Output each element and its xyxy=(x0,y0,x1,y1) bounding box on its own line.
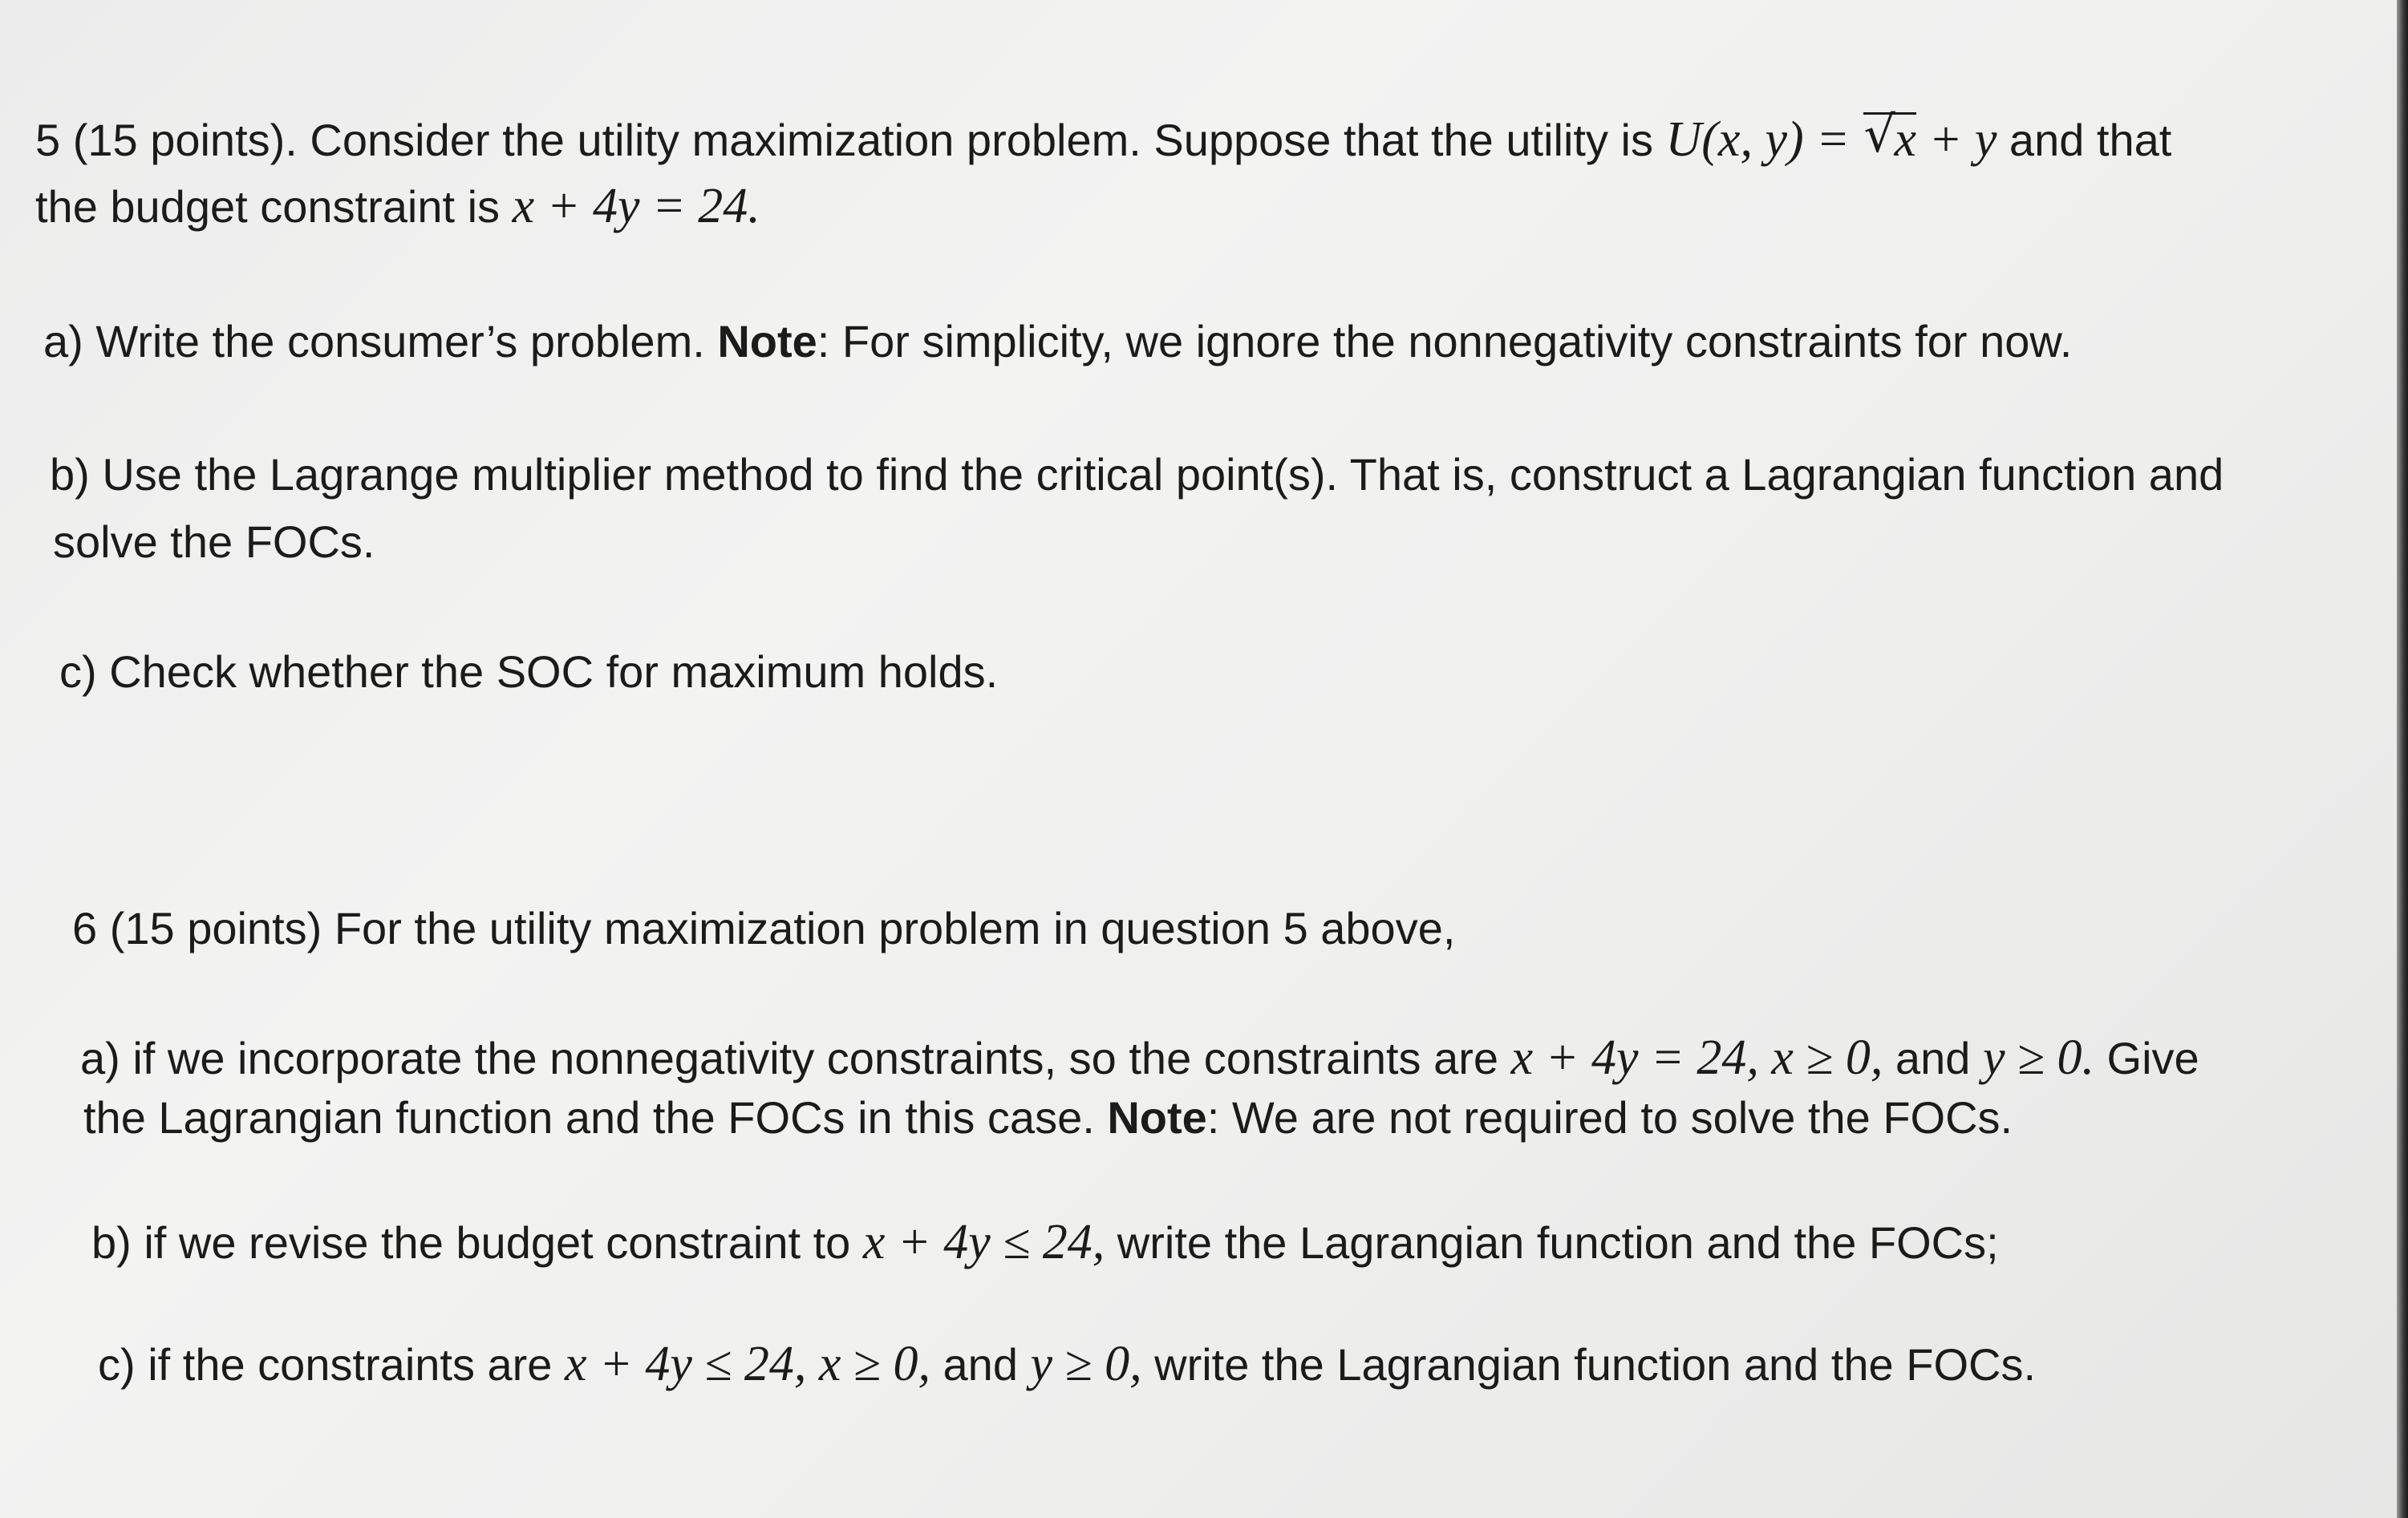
q6-part-c: c) if the constraints are x + 4y ≤ 24, x ≥ 0, and y ≥ 0, write the Lagrangian function and the FOCs. xyxy=(98,1337,2036,1391)
q5-line1: 5 (15 points). Consider the utility maximization problem. Suppose that the utility is U(x, y) = √ x + y and that xyxy=(35,112,2171,164)
q6-header: 6 (15 points) For the utility maximization problem in question 5 above, xyxy=(72,903,1456,953)
page-edge-shadow xyxy=(2397,0,2408,1518)
q5-line2: the budget constraint is x + 4y = 24. xyxy=(35,179,760,233)
q5-part-b-line1: b) Use the Lagrange multiplier method to find the critical point(s). That is, construct a Lagrangian function and xyxy=(50,449,2224,500)
q6-part-a-line1: a) if we incorporate the nonnegativity constraints, so the constraints are x + 4y = 24, x ≥ 0, and y ≥ 0. Give xyxy=(80,1030,2199,1085)
q5-part-a: a) Write the consumer’s problem. Note: For simplicity, we ignore the nonnegativity constraints for now. xyxy=(43,316,2073,366)
budget-constraint: x + 4y = 24. xyxy=(512,179,760,233)
q5-part-b-line2: solve the FOCs. xyxy=(53,516,375,567)
q6-part-b: b) if we revise the budget constraint to x + 4y ≤ 24, write the Lagrangian function and the FOCs; xyxy=(91,1215,1999,1269)
sqrt-symbol: √ x xyxy=(1863,112,1916,164)
utility-function: U(x, y) = √ x + y xyxy=(1666,112,1997,167)
q6-part-a-line2: the Lagrangian function and the FOCs in this case. Note: We are not required to solve the FOCs. xyxy=(83,1092,2013,1143)
q5-part-c: c) Check whether the SOC for maximum holds. xyxy=(59,646,999,697)
